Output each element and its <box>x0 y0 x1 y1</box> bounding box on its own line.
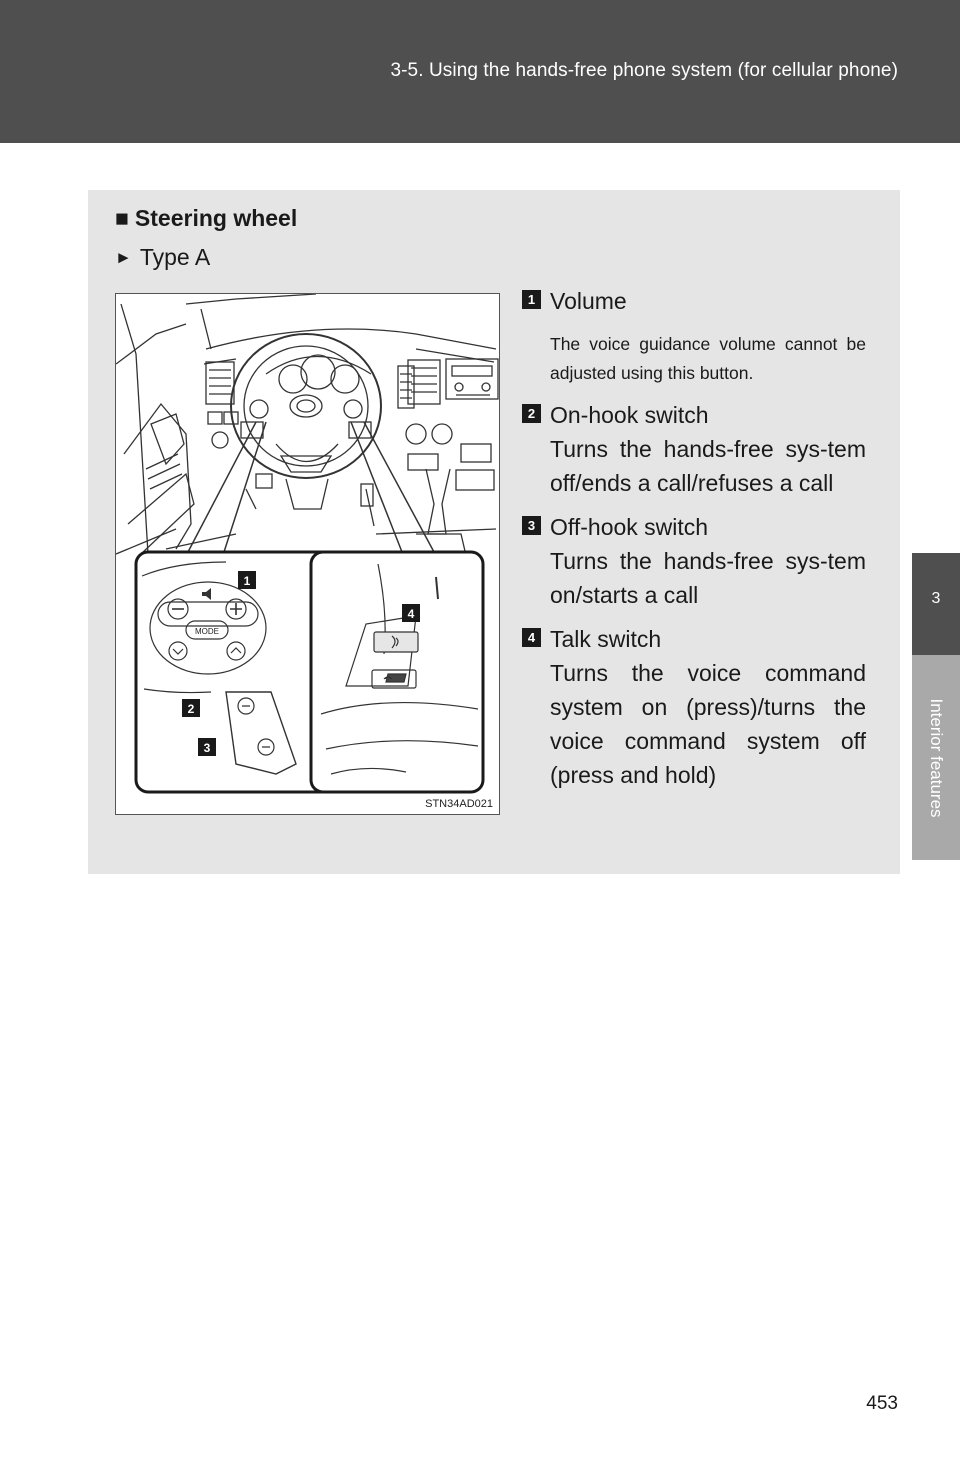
item-title: Volume <box>550 288 627 314</box>
list-item <box>522 622 866 792</box>
chapter-number: 3 <box>931 590 941 607</box>
section-title-text: Steering wheel <box>134 205 298 231</box>
chapter-label: Interior features <box>927 698 946 818</box>
callout-3: 3 <box>203 741 211 755</box>
item-title: Talk switch <box>550 626 662 652</box>
page-header <box>0 0 960 143</box>
item-number-badge: 1 <box>522 290 541 309</box>
section-title <box>115 205 297 232</box>
type-heading <box>115 244 210 271</box>
list-item <box>522 510 866 612</box>
item-number-badge: 4 <box>522 628 541 647</box>
callout-2: 2 <box>187 702 195 716</box>
item-number-badge: 2 <box>522 404 541 423</box>
item-description: Turns the voice command system on (press)/turns the voice command system off (press and hold) <box>550 660 866 788</box>
item-title: On-hook switch <box>550 402 709 428</box>
figure-code: STN34AD021 <box>425 798 493 810</box>
callout-list <box>522 284 866 792</box>
item-note: The voice guidance volume cannot be adjusted using this button. <box>550 334 866 383</box>
illustration-svg <box>116 294 500 815</box>
page-number: 453 <box>866 1393 898 1414</box>
callout-4: 4 <box>407 607 415 621</box>
header-title: 3-5. Using the hands-free phone system (for cellular phone) <box>390 60 898 81</box>
list-item <box>522 284 866 388</box>
item-number-badge: 3 <box>522 516 541 535</box>
item-description: Turns the hands-free sys-tem on/starts a call <box>550 548 866 608</box>
mode-button-label: MODE <box>195 627 219 636</box>
list-item <box>522 398 866 500</box>
square-bullet-icon: ■ <box>115 205 129 231</box>
triangle-bullet-icon: ► <box>115 248 132 267</box>
item-description: Turns the hands-free sys-tem off/ends a call/refuses a call <box>550 436 866 496</box>
type-label: Type A <box>139 244 211 270</box>
item-title: Off-hook switch <box>550 514 709 540</box>
steering-wheel-illustration <box>115 293 500 815</box>
callout-1: 1 <box>243 574 251 588</box>
